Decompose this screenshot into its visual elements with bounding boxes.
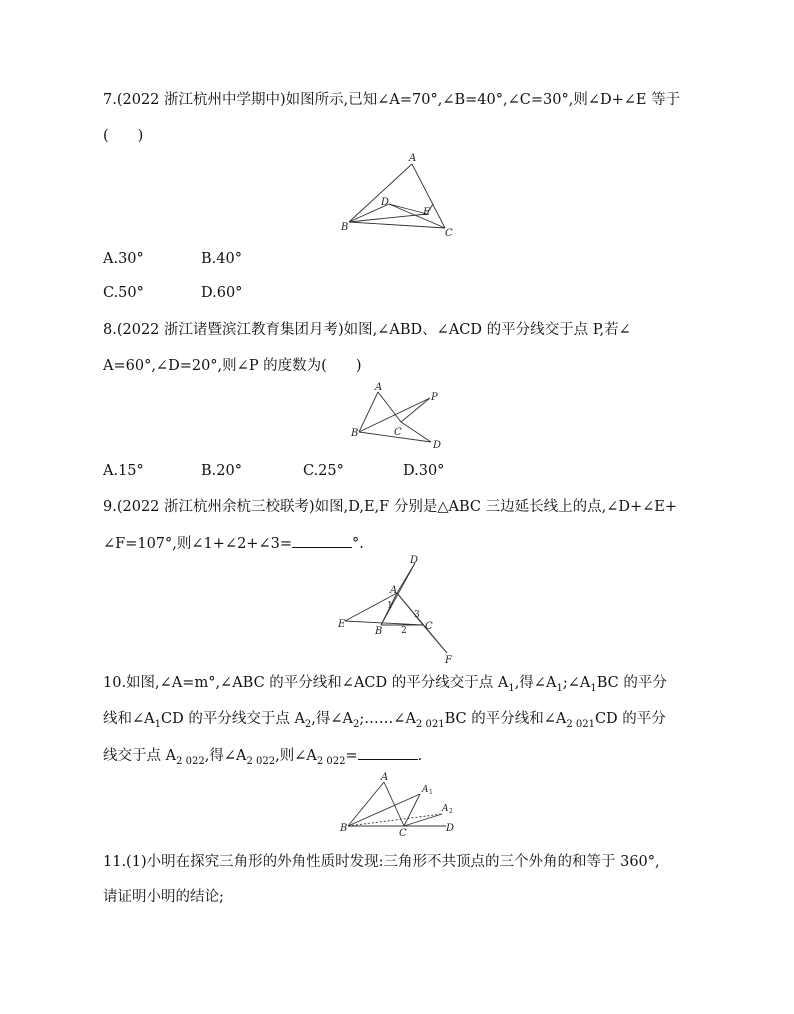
q8-seg-cd bbox=[401, 422, 431, 442]
q10-sub: 2 021 bbox=[415, 718, 445, 730]
q10-sub: 2 022 bbox=[246, 755, 276, 767]
q7-label-c: C bbox=[445, 228, 453, 239]
q8-option-b: B.20° bbox=[201, 463, 242, 479]
q10-label-a1: A bbox=[422, 785, 429, 795]
q9-text-line2 bbox=[103, 533, 364, 554]
q8-text-line2: A=60°,∠D=20°,则∠P 的度数为( ) bbox=[103, 358, 362, 374]
q10-label-a2: A bbox=[442, 804, 449, 814]
q10-line2-e: BC 的平分线和∠A bbox=[444, 711, 567, 727]
q8-label-b: B bbox=[351, 428, 359, 439]
q7-label-b: B bbox=[341, 222, 349, 233]
q7-text-line1: 7.(2022 浙江杭州中学期中)如图所示,已知∠A=70°,∠B=40°,∠C=30°,则∠D+∠E 等于 bbox=[103, 92, 681, 108]
q10-answer-blank[interactable] bbox=[358, 745, 418, 760]
q9-text-line2-post: °. bbox=[351, 536, 364, 552]
q10-line2-d: ;……∠A bbox=[359, 711, 416, 727]
q10-line2-a: 线和∠A bbox=[103, 711, 155, 727]
q7-text-line2: ( ) bbox=[103, 128, 144, 144]
q9-label-angle2: 2 bbox=[401, 626, 407, 636]
q7-figure bbox=[335, 150, 465, 240]
q10-line3-e: . bbox=[417, 748, 423, 764]
q8-figure bbox=[345, 380, 455, 455]
q8-seg-ab bbox=[359, 392, 378, 432]
q10-label-a: A bbox=[381, 772, 389, 783]
q9-label-angle3: 3 bbox=[414, 610, 420, 620]
q10-line3-d: = bbox=[345, 748, 358, 764]
q10-line3-b: ,得∠A bbox=[204, 748, 247, 764]
q8-text-line1: 8.(2022 浙江诸暨滨江教育集团月考)如图,∠ABD、∠ACD 的平分线交于点 P,若∠ bbox=[103, 322, 631, 338]
q10-text-line1 bbox=[103, 673, 667, 699]
q8-option-c: C.25° bbox=[303, 463, 344, 479]
q8-option-a: A.15° bbox=[103, 463, 144, 479]
q9-label-e: E bbox=[338, 619, 346, 630]
q10-sub: 2 022 bbox=[176, 755, 205, 767]
q7-option-c: C.50° bbox=[103, 285, 144, 301]
q9-text-line1: 9.(2022 浙江杭州余杭三校联考)如图,D,E,F 分别是△ABC 三边延长线上的点,∠D+∠E+ bbox=[103, 499, 678, 515]
q7-seg-ab bbox=[349, 164, 412, 222]
q9-label-d: D bbox=[410, 555, 419, 566]
q10-sub: 1 bbox=[154, 718, 161, 730]
q7-option-d: D.60° bbox=[201, 285, 243, 301]
q7-seg-ac bbox=[412, 164, 445, 228]
q10-label-a1-sub: 1 bbox=[429, 789, 433, 796]
q10-sub: 1 bbox=[590, 682, 597, 694]
q9-seg-ce bbox=[345, 621, 423, 625]
q10-line2-c: ,得∠A bbox=[311, 711, 354, 727]
q7-seg-bc bbox=[349, 222, 445, 228]
q10-seg-ca1 bbox=[404, 794, 420, 826]
q10-sub: 2 bbox=[353, 718, 360, 730]
q9-label-f: F bbox=[445, 655, 452, 665]
q10-line1-a: 10.如图,∠A=m°,∠ABC 的平分线和∠ACD 的平分线交于点 A bbox=[103, 675, 509, 691]
q10-seg-ca2 bbox=[404, 814, 442, 826]
q10-label-c: C bbox=[399, 828, 407, 838]
q11-text-line2: 请证明小明的结论; bbox=[103, 889, 224, 905]
q8-label-c: C bbox=[394, 427, 402, 438]
q7-label-d: D bbox=[381, 197, 390, 208]
q9-seg-af bbox=[397, 593, 447, 653]
q10-line3-a: 线交于点 A bbox=[103, 748, 177, 764]
q10-text-line3 bbox=[103, 745, 422, 772]
q10-label-b: B bbox=[340, 823, 348, 834]
q9-label-angle1: 1 bbox=[387, 601, 393, 611]
q7-option-b: B.40° bbox=[201, 251, 242, 267]
q8-option-d: D.30° bbox=[403, 463, 445, 479]
q10-sub: 2 022 bbox=[316, 755, 346, 767]
q10-line3-c: ,则∠A bbox=[275, 748, 317, 764]
q10-text-line2 bbox=[103, 709, 666, 735]
q10-line2-f: CD 的平分 bbox=[594, 711, 666, 727]
q7-option-a: A.30° bbox=[103, 251, 144, 267]
q7-seg-dc bbox=[389, 204, 445, 228]
q10-figure bbox=[338, 770, 468, 838]
q9-label-a: A bbox=[390, 585, 398, 596]
q8-label-d: D bbox=[433, 440, 442, 451]
q10-line1-d: BC 的平分 bbox=[596, 675, 667, 691]
q10-sub: 2 021 bbox=[566, 718, 595, 730]
q10-sub: 1 bbox=[556, 682, 563, 694]
q7-label-e: E bbox=[423, 207, 431, 218]
q10-line2-b: CD 的平分线交于点 A bbox=[161, 711, 305, 727]
q10-sub: 1 bbox=[508, 682, 515, 694]
q10-line1-b: ,得∠A bbox=[514, 675, 557, 691]
q9-text-line2-pre: ∠F=107°,则∠1+∠2+∠3= bbox=[103, 536, 292, 552]
q11-text-line1: 11.(1)小明在探究三角形的外角性质时发现:三角形不共顶点的三个外角的和等于 360°, bbox=[103, 854, 660, 870]
q10-label-a2-sub: 2 bbox=[449, 808, 453, 815]
q9-answer-blank[interactable] bbox=[292, 533, 352, 548]
q9-label-c: C bbox=[425, 621, 433, 632]
q8-label-a: A bbox=[375, 382, 383, 393]
q10-sub: 2 bbox=[304, 718, 312, 730]
q7-label-a: A bbox=[409, 153, 417, 164]
q10-label-d: D bbox=[446, 823, 455, 834]
q9-figure bbox=[335, 555, 465, 665]
q10-line1-c: ;∠A bbox=[562, 675, 591, 691]
q8-label-p: P bbox=[431, 392, 438, 403]
q9-label-b: B bbox=[375, 626, 383, 637]
q10-seg-ab bbox=[348, 782, 384, 826]
